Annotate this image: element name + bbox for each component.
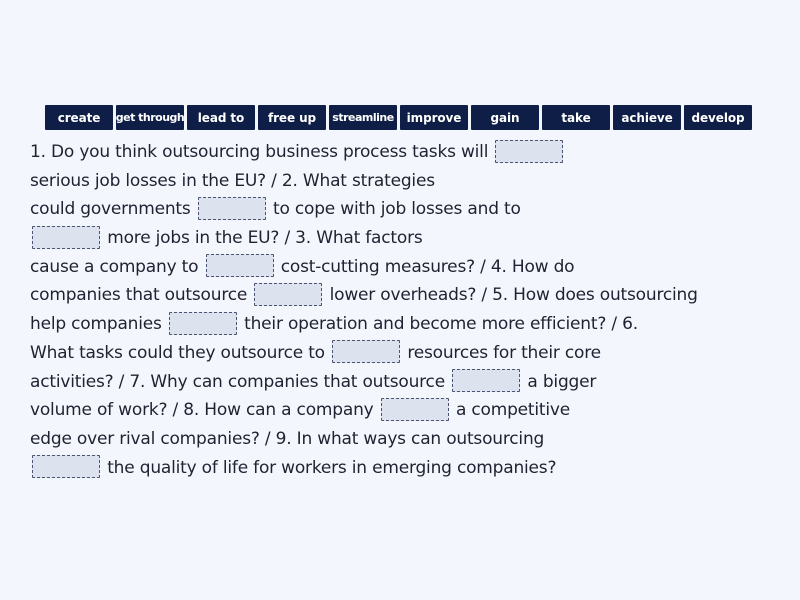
passage-text: serious job losses in the EU? / 2. What strategies: [30, 170, 435, 191]
passage-text: a bigger: [527, 371, 597, 392]
passage-text: lower overheads? / 5. How does outsourcing: [329, 285, 698, 306]
word-tile-lead-to[interactable]: lead to: [187, 105, 255, 130]
passage-line: [30, 396, 790, 425]
passage-line: [30, 425, 790, 454]
answer-blank-10[interactable]: [32, 455, 100, 478]
passage-line: [30, 454, 790, 483]
passage-text: cost-cutting measures? / 4. How do: [280, 256, 575, 277]
answer-blank-1[interactable]: [495, 140, 563, 163]
passage-line: [30, 195, 790, 224]
answer-blank-4[interactable]: [206, 254, 274, 277]
word-tile-free-up[interactable]: free up: [258, 105, 326, 130]
fill-in-passage: [30, 138, 790, 482]
passage-text: resources for their core: [407, 342, 601, 363]
passage-line: [30, 253, 790, 282]
passage-text: activities? / 7. Why can companies that outsource: [30, 371, 445, 392]
word-tile-create[interactable]: create: [45, 105, 113, 130]
word-bank: [45, 105, 752, 130]
word-tile-streamline[interactable]: streamline: [329, 105, 397, 130]
passage-line: [30, 138, 790, 167]
answer-blank-3[interactable]: [32, 226, 100, 249]
passage-line: [30, 368, 790, 397]
passage-text: their operation and become more efficient? / 6.: [244, 314, 638, 335]
passage-line: [30, 281, 790, 310]
word-tile-take[interactable]: take: [542, 105, 610, 130]
answer-blank-6[interactable]: [169, 312, 237, 335]
answer-blank-2[interactable]: [198, 197, 266, 220]
passage-text: What tasks could they outsource to: [30, 342, 325, 363]
passage-text: a competitive: [455, 400, 571, 421]
answer-blank-9[interactable]: [381, 398, 449, 421]
passage-text: help companies: [30, 314, 162, 335]
answer-blank-8[interactable]: [452, 369, 520, 392]
passage-line: [30, 224, 790, 253]
passage-text: edge over rival companies? / 9. In what ways can outsourcing: [30, 428, 545, 449]
passage-text: could governments: [30, 199, 191, 220]
passage-text: volume of work? / 8. How can a company: [30, 400, 374, 421]
answer-blank-7[interactable]: [332, 340, 400, 363]
passage-text: more jobs in the EU? / 3. What factors: [107, 228, 423, 249]
passage-text: the quality of life for workers in emerging companies?: [107, 457, 557, 478]
passage-line: [30, 310, 790, 339]
word-tile-gain[interactable]: gain: [471, 105, 539, 130]
passage-text: 1. Do you think outsourcing business process tasks will: [30, 142, 489, 162]
word-tile-improve[interactable]: improve: [400, 105, 468, 130]
word-tile-achieve[interactable]: achieve: [613, 105, 681, 130]
word-tile-get-through[interactable]: get through: [116, 105, 184, 130]
passage-text: to cope with job losses and to: [272, 199, 521, 220]
word-tile-develop[interactable]: develop: [684, 105, 752, 130]
passage-text: companies that outsource: [30, 285, 248, 306]
answer-blank-5[interactable]: [254, 283, 322, 306]
passage-text: cause a company to: [30, 256, 199, 277]
passage-line: [30, 167, 790, 196]
passage-line: [30, 339, 790, 368]
